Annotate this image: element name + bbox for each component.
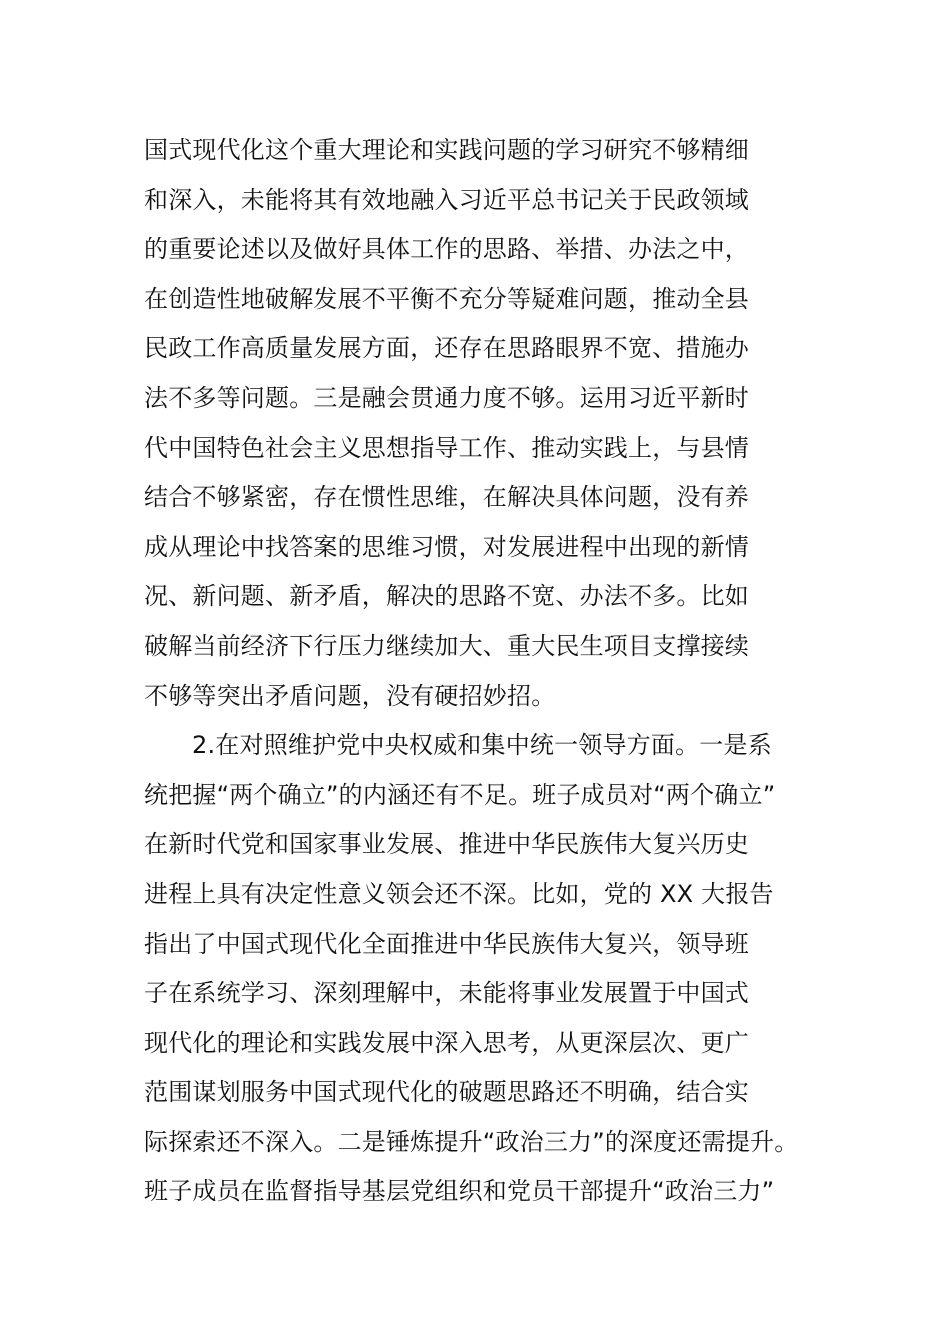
- text-line: 成从理论中找答案的思维习惯，对发展进程中出现的新情: [144, 532, 749, 561]
- text-line: 子在系统学习、深刻理解中，未能将事业发展置于中国式: [144, 979, 749, 1008]
- text-line: 破解当前经济下行压力继续加大、重大民生项目支撑接续: [144, 631, 749, 660]
- text-line: 民政工作高质量发展方面，还存在思路眼界不宽、措施办: [144, 334, 749, 363]
- text-line: 范围谋划服务中国式现代化的破题思路还不明确，结合实: [144, 1078, 749, 1107]
- text-line: 在创造性地破解发展不平衡不充分等疑难问题，推动全县: [144, 284, 749, 313]
- text-line: 结合不够紧密，存在惯性思维，在解决具体问题，没有养: [144, 483, 749, 512]
- text-line: 不够等突出矛盾问题，没有硬招妙招。: [144, 681, 556, 710]
- text-line: 指出了中国式现代化全面推进中华民族伟大复兴，领导班: [144, 929, 749, 958]
- text-line: 现代化的理论和实践发展中深入思考，从更深层次、更广: [144, 1028, 749, 1057]
- text-line: 况、新问题、新矛盾，解决的思路不宽、办法不多。比如: [144, 582, 749, 611]
- text-line: 国式现代化这个重大理论和实践问题的学习研究不够精细: [144, 136, 749, 164]
- text-line: 际探索还不深入。二是锤炼提升“政治三力”的深度还需提升。: [144, 1127, 799, 1156]
- text-line: 在新时代党和国家事业发展、推进中华民族伟大复兴历史: [144, 830, 749, 859]
- body-text: [144, 126, 844, 1217]
- text-line: 法不多等问题。三是融会贯通力度不够。运用习近平新时: [144, 383, 749, 412]
- text-line: 代中国特色社会主义思想指导工作、推动实践上，与县情: [144, 433, 749, 462]
- text-line: 班子成员在监督指导基层党组织和党员干部提升“政治三力”: [144, 1177, 775, 1206]
- paragraph-start-line: 2.在对照维护党中央权威和集中统一领导方面。一是系: [192, 731, 772, 760]
- text-line: 统把握“两个确立”的内涵还有不足。班子成员对“两个确立”: [144, 780, 776, 809]
- text-line: 的重要论述以及做好具体工作的思路、举措、办法之中，: [144, 235, 749, 264]
- text-line: 进程上具有决定性意义领会还不深。比如，党的 XX 大报告: [144, 879, 774, 908]
- text-line: 和深入，未能将其有效地融入习近平总书记关于民政领域: [144, 185, 749, 214]
